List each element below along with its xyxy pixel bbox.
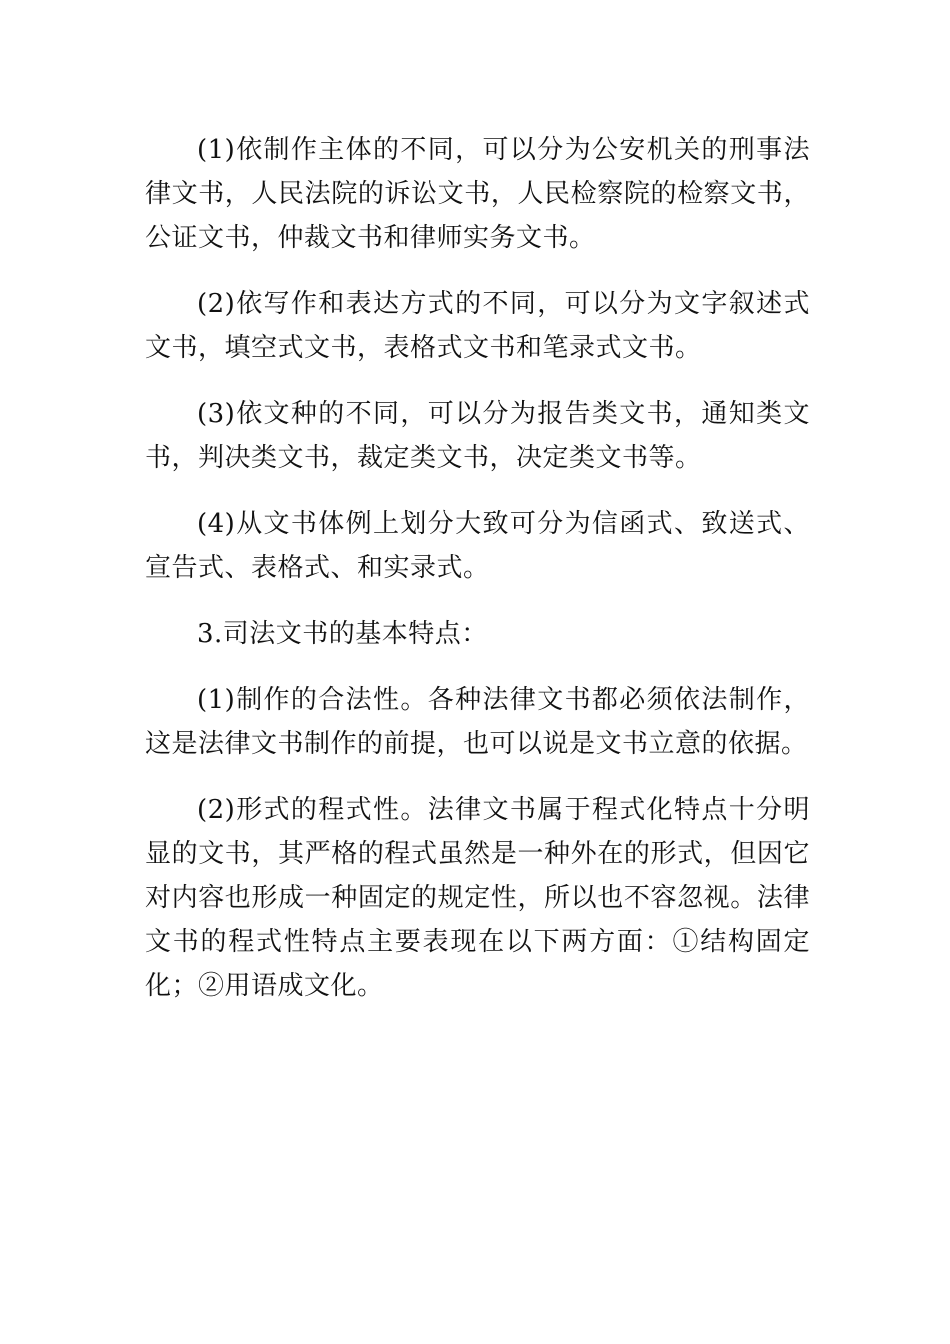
paragraph-classification-by-author: (1)依制作主体的不同，可以分为公安机关的刑事法律文书，人民法院的诉讼文书，人民检察院的检察文书，公证文书，仲裁文书和律师实务文书。 [145,135,810,253]
document-body [145,128,810,1030]
paragraph-feature-legality: (1)制作的合法性。各种法律文书都必须依法制作，这是法律文书制作的前提，也可以说是文书立意的依据。 [145,685,810,759]
paragraph-classification-by-format: (4)从文书体例上划分大致可分为信函式、致送式、宣告式、表格式、和实录式。 [145,509,810,583]
paragraph-classification-by-expression: (2)依写作和表达方式的不同，可以分为文字叙述式文书，填空式文书，表格式文书和笔录式文书。 [145,289,810,363]
section-heading-features: 3.司法文书的基本特点： [197,619,488,649]
paragraph-classification-by-type: (3)依文种的不同，可以分为报告类文书，通知类文书，判决类文书，裁定类文书，决定类文书等。 [145,399,810,473]
paragraph-feature-formality: (2)形式的程式性。法律文书属于程式化特点十分明显的文书，其严格的程式虽然是一种外在的形式，但因它对内容也形成一种固定的规定性，所以也不容忽视。法律文书的程式性特点主要表现在以下两方面：①结构固定化；②用语成文化。 [145,795,810,1001]
